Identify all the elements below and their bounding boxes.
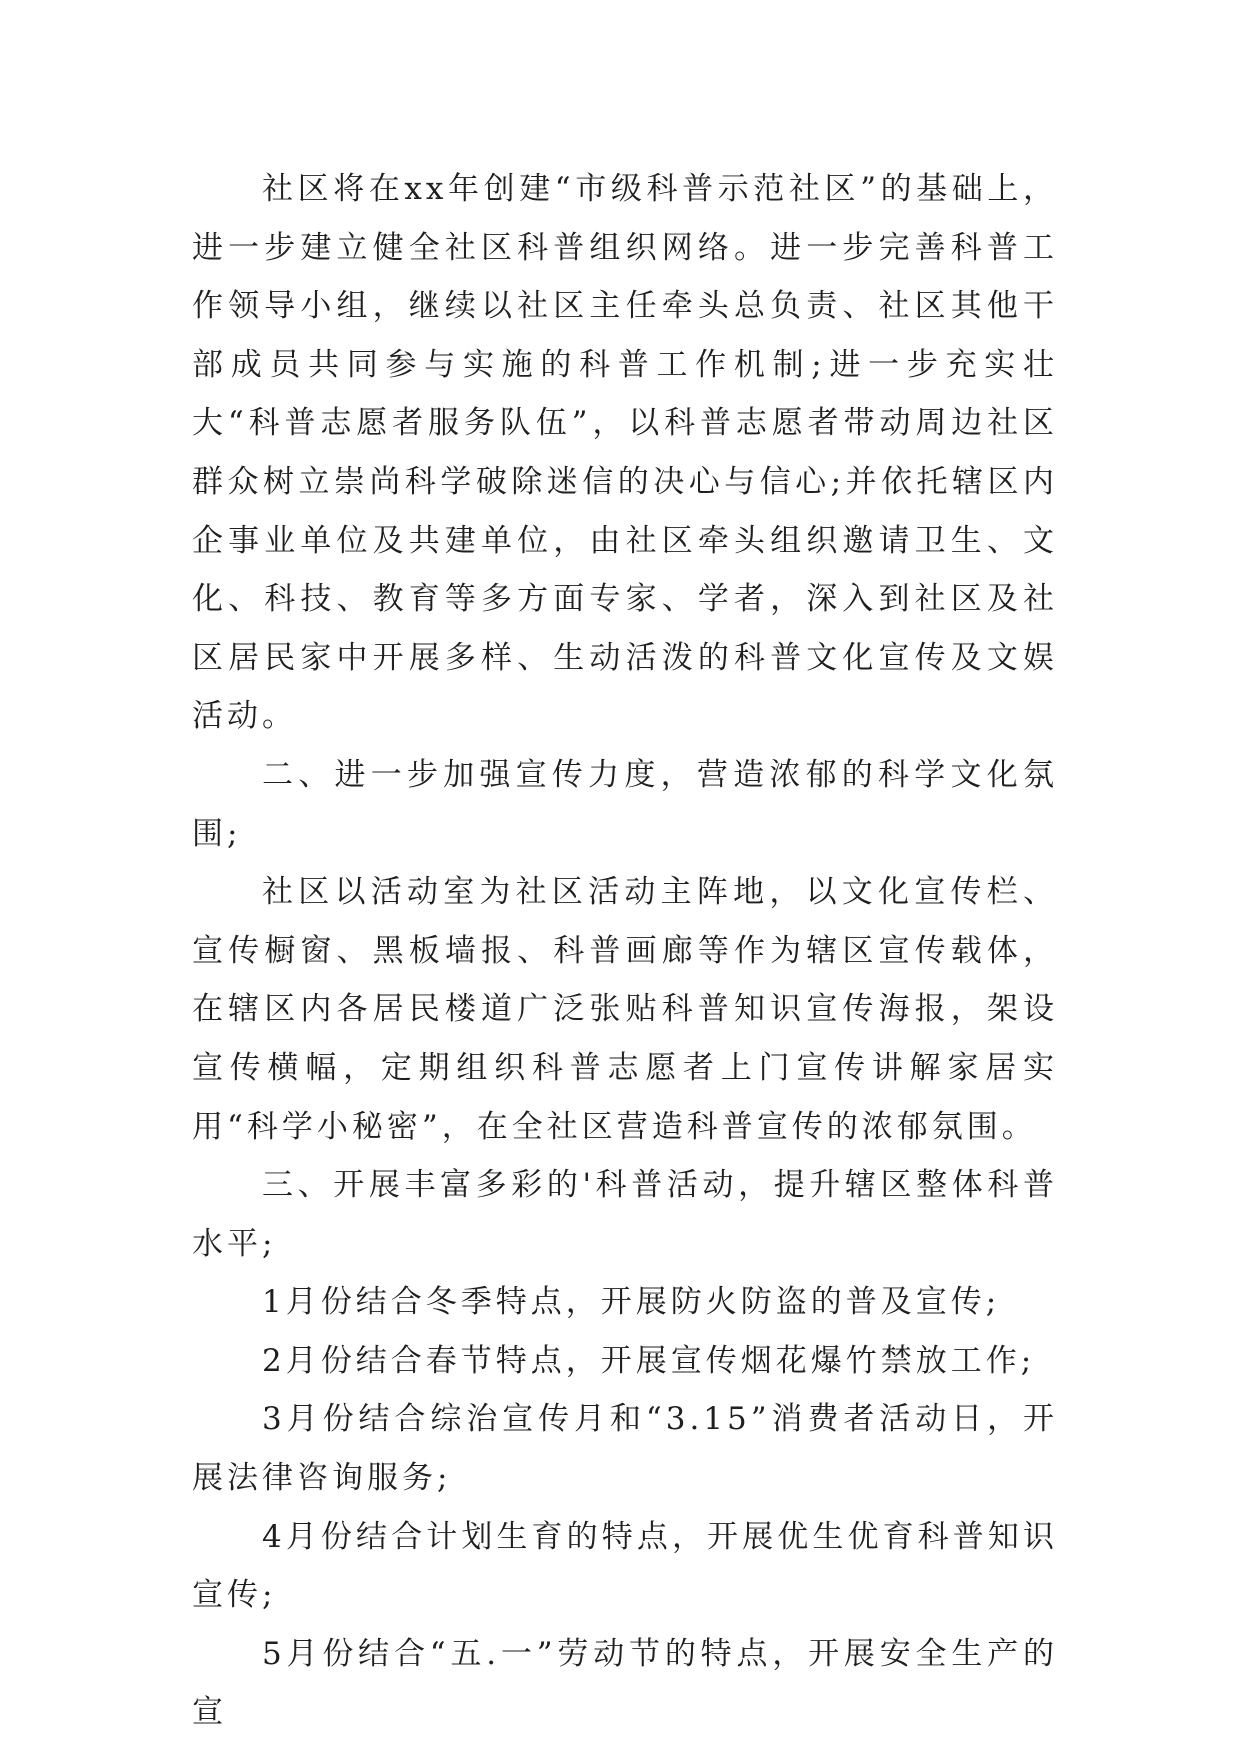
paragraph-9: 5月份结合“五.一”劳动节的特点，开展安全生产的宣 [192, 1635, 1058, 1731]
paragraph-1: 社区将在xx年创建“市级科普示范社区”的基础上，进一步建立健全社区科普组织网络。进一步完善科普工作领导小组，继续以社区主任牵头总负责、社区其他干部成员共同参与实施的科普工作机制;进一步充实壮大“科普志愿者服务队伍”，以科普志愿者带动周边社区群众树立崇尚科学破除迷信的决心与信心;并依托辖区内企事业单位及共建单位，由社区牵头组织邀请卫生、文化、科技、教育等多方面专家、学者，深入到社区及社区居民家中开展多样、生动活泼的科普文化宣传及文娱活动。 [192, 171, 1058, 735]
paragraph-2: 二、进一步加强宣传力度，营造浓郁的科学文化氛围; [192, 756, 1058, 852]
paragraph-7: 3月份结合综治宣传月和“3.15”消费者活动日，开展法律咨询服务; [192, 1401, 1058, 1497]
paragraph-5: 1月份结合冬季特点，开展防火防盗的普及宣传; [262, 1284, 1001, 1321]
paragraph-4: 三、开展丰富多彩的'科普活动，提升辖区整体科普水平; [192, 1167, 1058, 1262]
paragraph-3: 社区以活动室为社区活动主阵地，以文化宣传栏、宣传橱窗、黑板墙报、科普画廊等作为辖区宣传载体，在辖区内各居民楼道广泛张贴科普知识宣传海报，架设宣传横幅，定期组织科普志愿者上门宣传讲解家居实用“科学小秘密”，在全社区营造科普宣传的浓郁氛围。 [192, 874, 1058, 1145]
paragraph-8: 4月份结合计划生育的特点，开展优生优育科普知识宣传; [192, 1518, 1058, 1614]
document-body [192, 160, 1058, 1742]
paragraph-6: 2月份结合春节特点，开展宣传烟花爆竹禁放工作; [262, 1342, 1036, 1379]
